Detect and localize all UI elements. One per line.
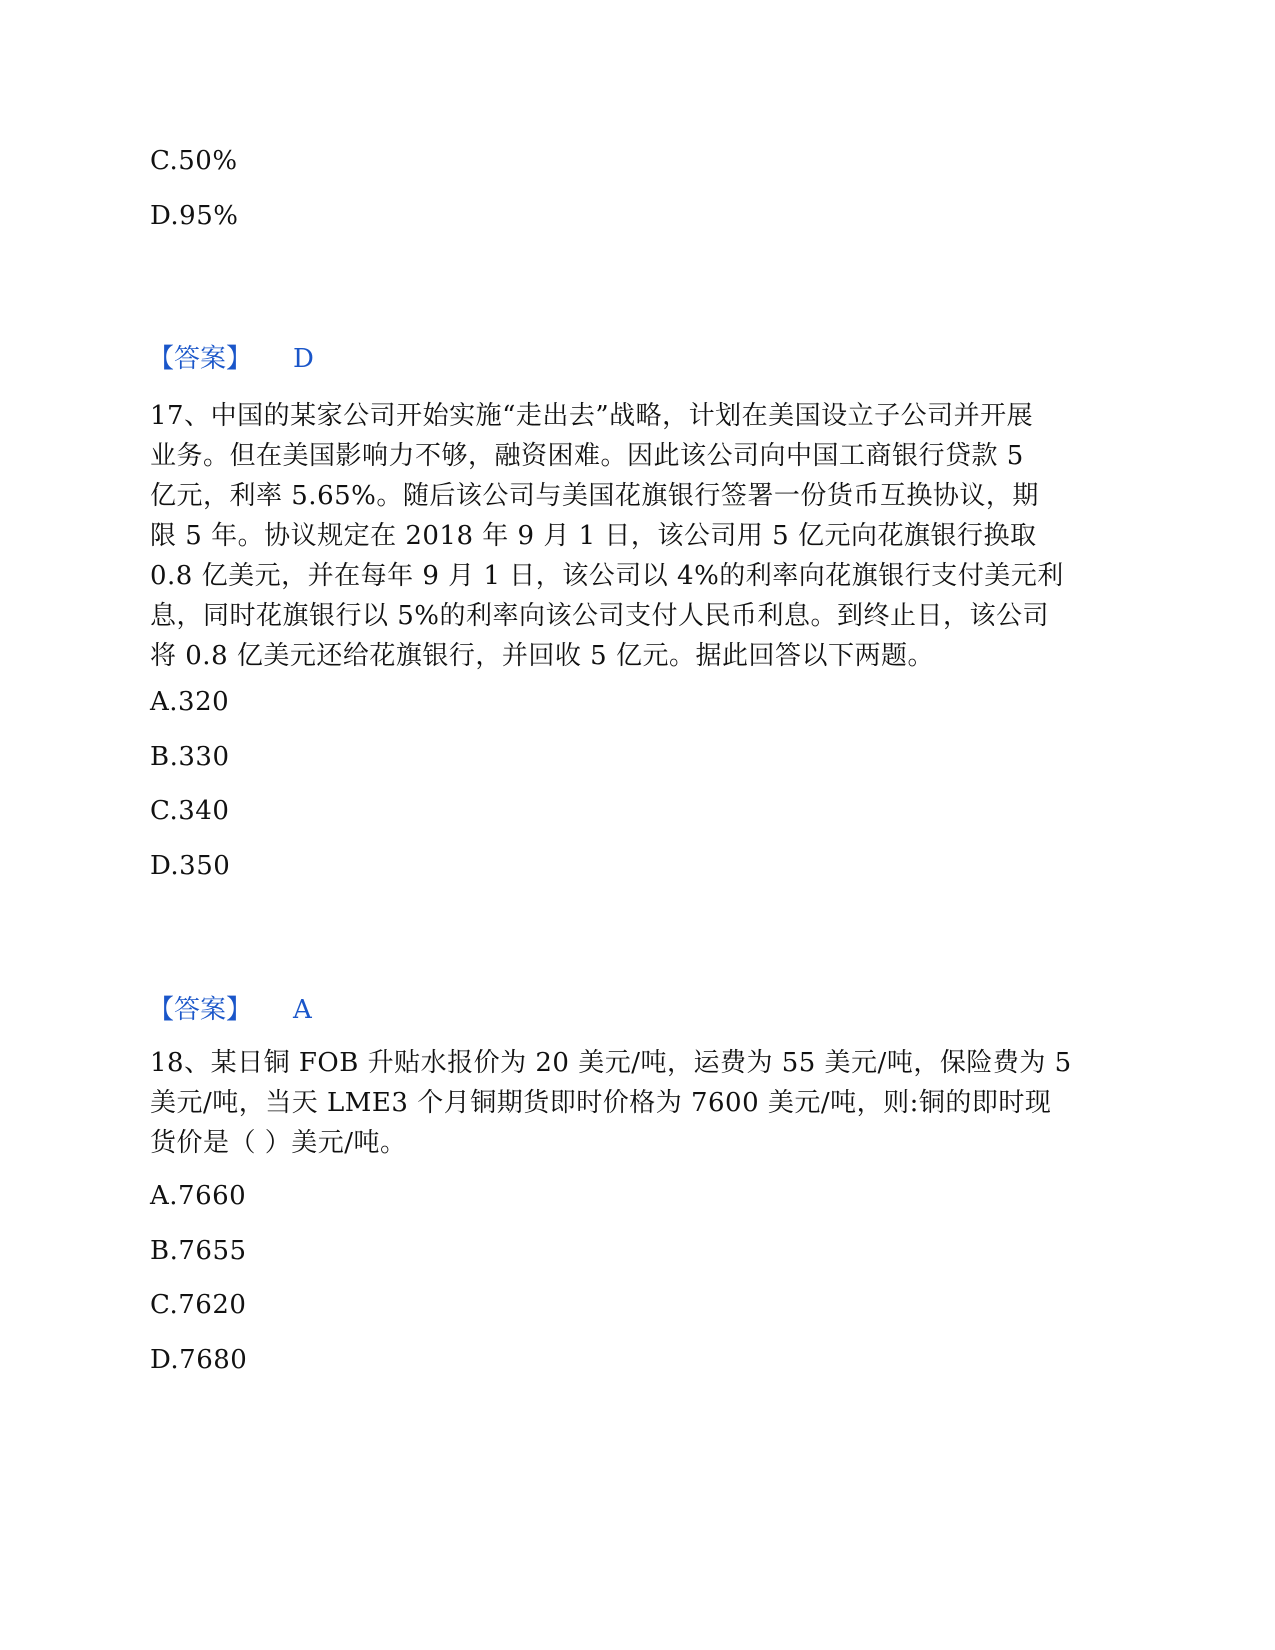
question-line: 亿元，利率 5.65%。随后该公司与美国花旗银行签署一份货币互换协议，期 (150, 481, 1039, 511)
option-a: A.320 (150, 687, 230, 717)
question-line: 美元/吨，当天 LME3 个月铜期货即时价格为 7600 美元/吨，则:铜的即时现 (150, 1088, 1052, 1118)
question-line: 限 5 年。协议规定在 2018 年 9 月 1 日，该公司用 5 亿元向花旗银行换取 (150, 521, 1037, 551)
option-c: C.7620 (150, 1290, 247, 1320)
option-b: B.7655 (150, 1236, 247, 1266)
option-d: D.350 (150, 851, 231, 881)
question-line: 将 0.8 亿美元还给花旗银行，并回收 5 亿元。据此回答以下两题。 (150, 641, 934, 671)
answer-value: A (293, 995, 312, 1025)
option-d: D.7680 (150, 1345, 248, 1375)
question-17-text (150, 396, 1120, 676)
option-d: D.95% (150, 201, 239, 231)
question-line: 货价是（ ）美元/吨。 (150, 1128, 407, 1158)
question-line: 17、中国的某家公司开始实施“走出去”战略，计划在美国设立子公司并开展 (150, 401, 1034, 431)
question-line: 业务。但在美国影响力不够，融资困难。因此该公司向中国工商银行贷款 5 (150, 441, 1024, 471)
question-line: 0.8 亿美元，并在每年 9 月 1 日，该公司以 4%的利率向花旗银行支付美元利 (150, 561, 1064, 591)
option-c: C.50% (150, 146, 238, 176)
option-a: A.7660 (150, 1181, 247, 1211)
question-line: 18、某日铜 FOB 升贴水报价为 20 美元/吨，运费为 55 美元/吨，保险费为 5 (150, 1048, 1072, 1078)
question-18-text (150, 1043, 1120, 1163)
answer-label: 【答案】 (148, 995, 253, 1025)
option-c: C.340 (150, 796, 230, 826)
answer-value: D (293, 344, 314, 374)
answer-label: 【答案】 (148, 344, 253, 374)
option-b: B.330 (150, 742, 230, 772)
question-line: 息，同时花旗银行以 5%的利率向该公司支付人民币利息。到终止日，该公司 (150, 601, 1050, 631)
